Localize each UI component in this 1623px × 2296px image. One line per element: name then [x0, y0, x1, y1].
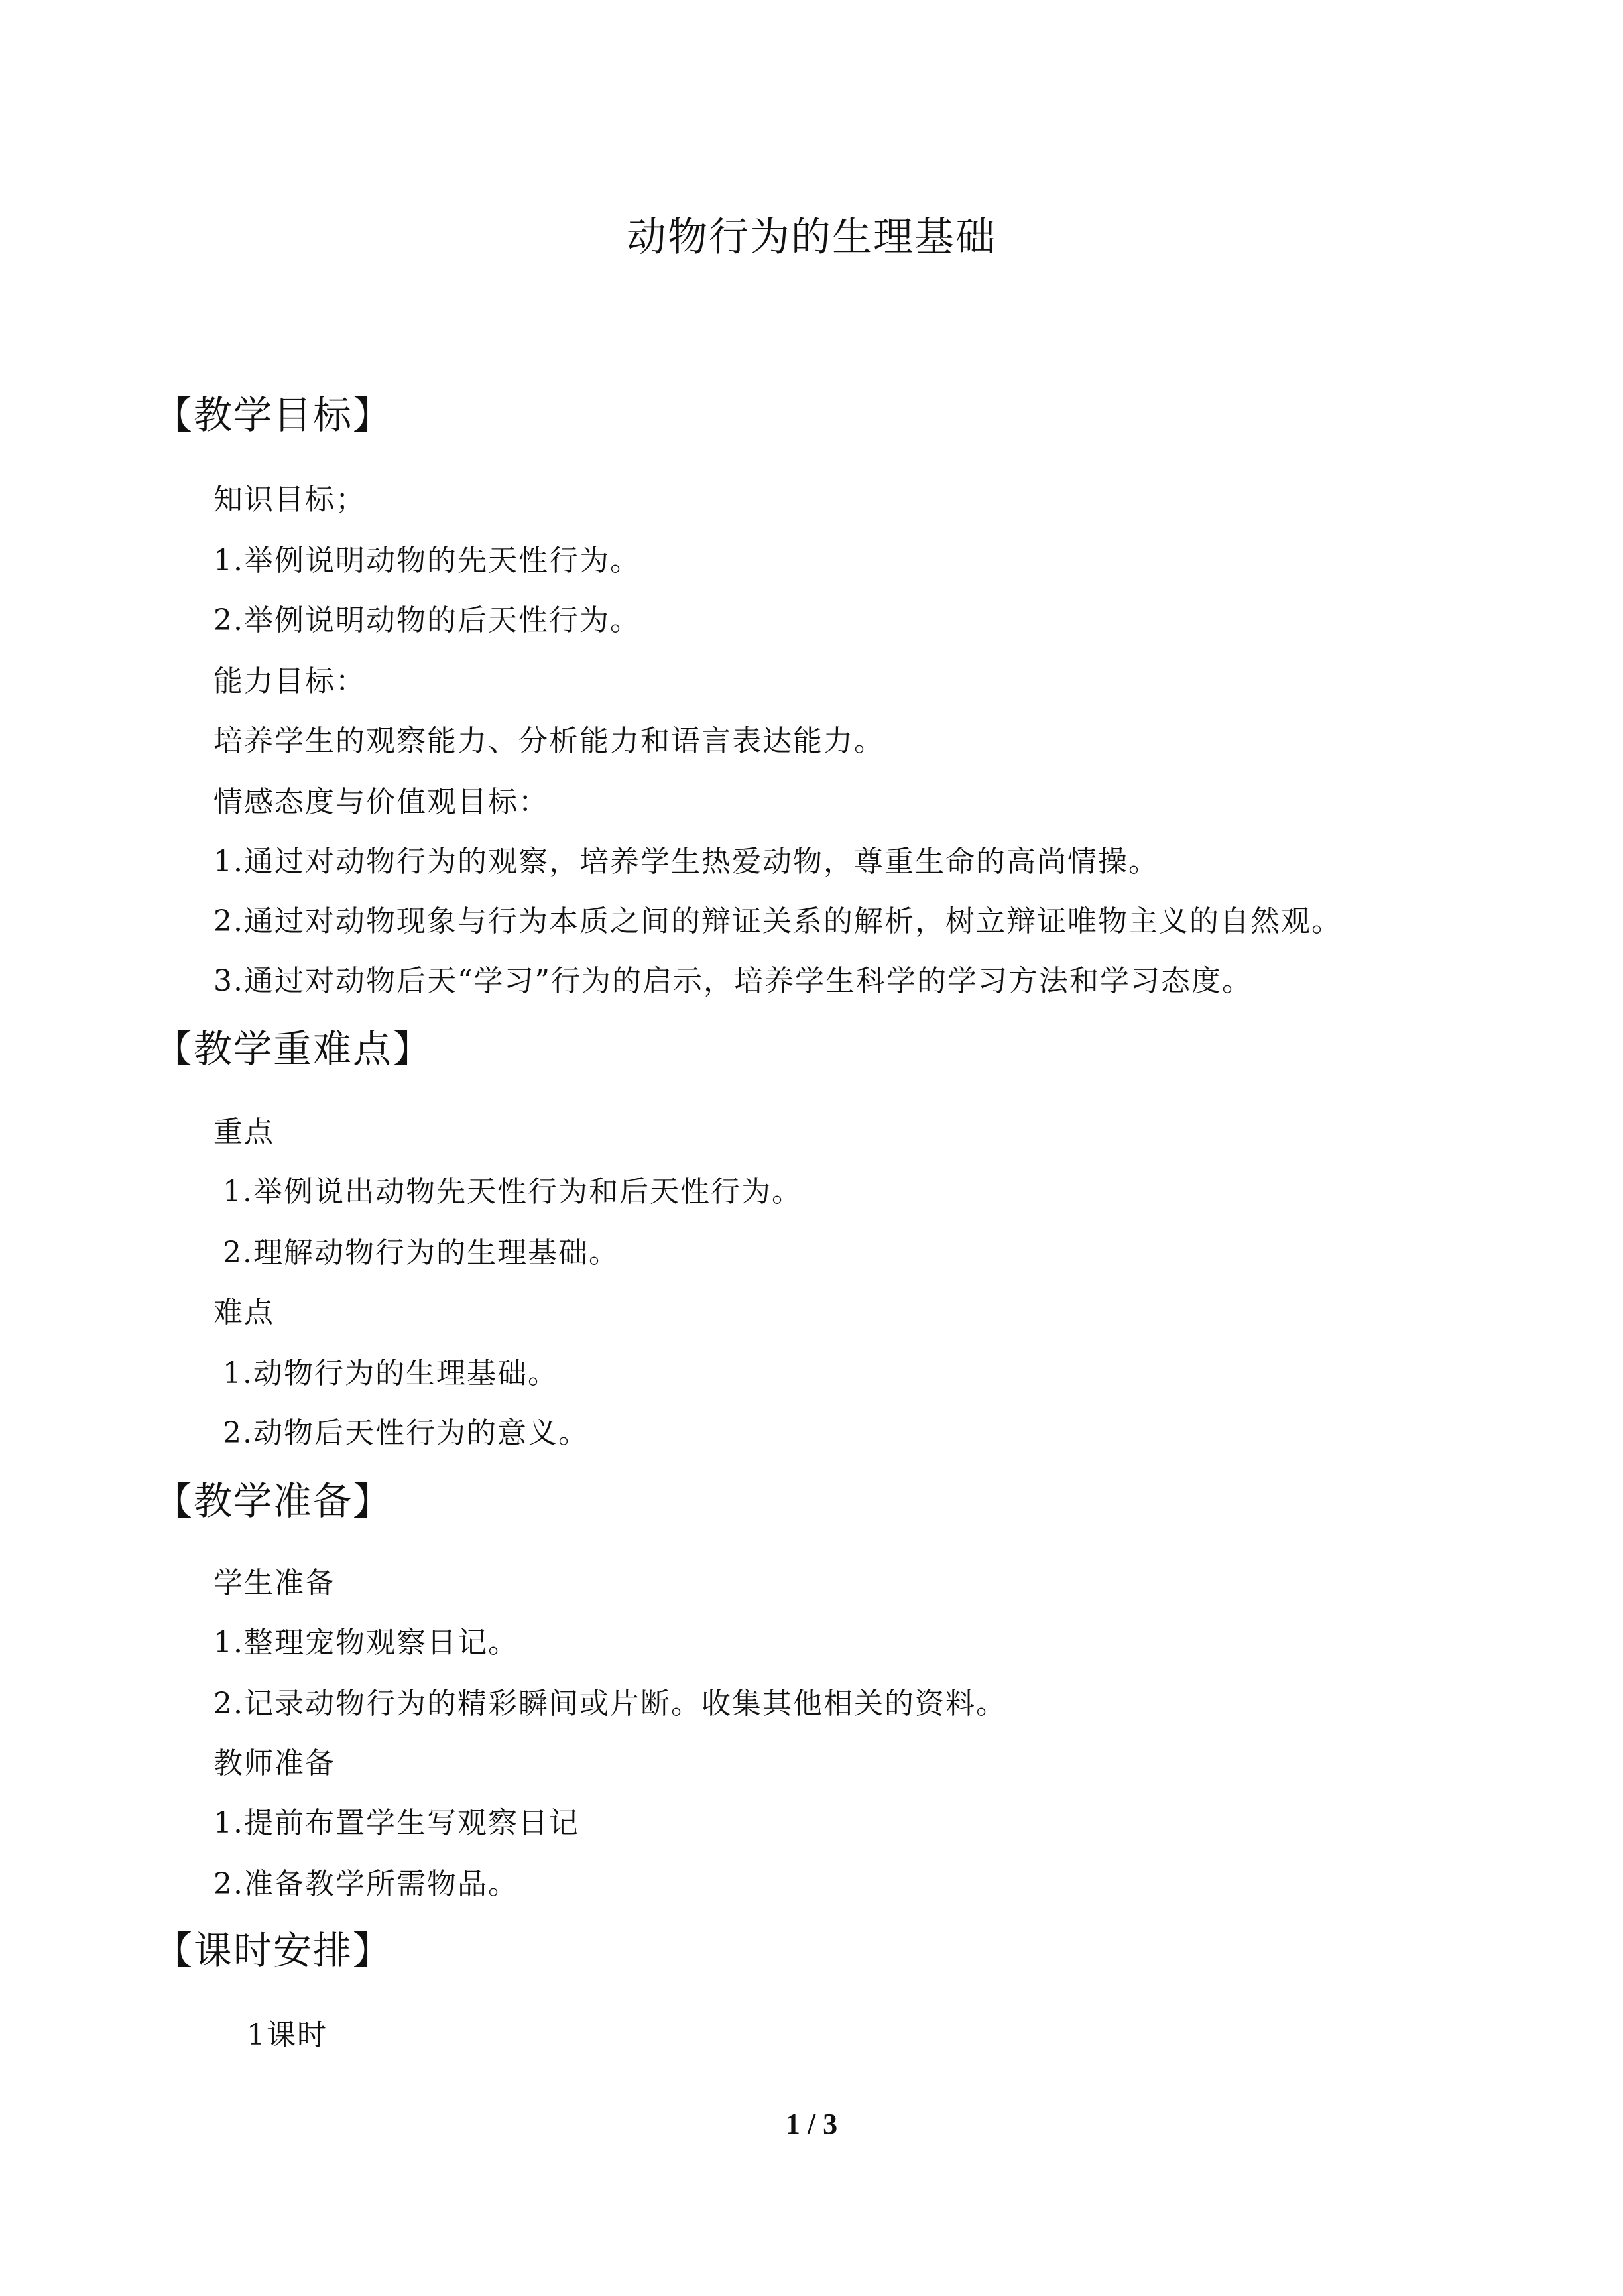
list-item: 2.理解动物行为的生理基础。	[223, 1236, 619, 1270]
list-item: 1课时	[247, 2018, 328, 2052]
list-item: 能力目标：	[213, 664, 366, 698]
list-item: 难点	[213, 1296, 274, 1329]
list-item: 1.整理宠物观察日记。	[213, 1626, 518, 1660]
list-item: 2.动物后天性行为的意义。	[223, 1416, 589, 1450]
list-item: 教师准备	[213, 1746, 335, 1780]
list-item: 1.提前布置学生写观察日记	[213, 1806, 579, 1840]
section-heading-teaching-objectives: 【教学目标】	[154, 393, 393, 438]
list-item: 重点	[213, 1115, 274, 1149]
list-item: 情感态度与价值观目标：	[213, 785, 549, 819]
list-item: 3.通过对动物后天“学习”行为的启示，培养学生科学的学习方法和学习态度。	[213, 964, 1252, 998]
section-heading-class-schedule: 【课时安排】	[154, 1928, 393, 1973]
document-title: 动物行为的生理基础	[627, 214, 996, 261]
list-item: 2.准备教学所需物品。	[213, 1867, 518, 1901]
list-item: 1.举例说出动物先天性行为和后天性行为。	[223, 1175, 802, 1209]
list-item: 1.动物行为的生理基础。	[223, 1357, 558, 1390]
list-item: 知识目标；	[213, 483, 366, 516]
list-item: 1.通过对动物行为的观察，培养学生热爱动物，尊重生命的高尚情操。	[213, 845, 1159, 878]
page-number: 1 / 3	[785, 2108, 838, 2140]
list-item: 1.举例说明动物的先天性行为。	[213, 544, 640, 577]
list-item: 培养学生的观察能力、分析能力和语言表达能力。	[213, 724, 884, 758]
section-heading-key-difficult-points: 【教学重难点】	[154, 1026, 433, 1071]
list-item: 学生准备	[213, 1566, 335, 1600]
section-heading-teaching-preparation: 【教学准备】	[154, 1479, 393, 1524]
list-item: 2.通过对动物现象与行为本质之间的辩证关系的解析，树立辩证唯物主义的自然观。	[213, 904, 1342, 938]
list-item: 2.举例说明动物的后天性行为。	[213, 603, 640, 637]
list-item: 2.记录动物行为的精彩瞬间或片断。收集其他相关的资料。	[213, 1687, 1006, 1721]
